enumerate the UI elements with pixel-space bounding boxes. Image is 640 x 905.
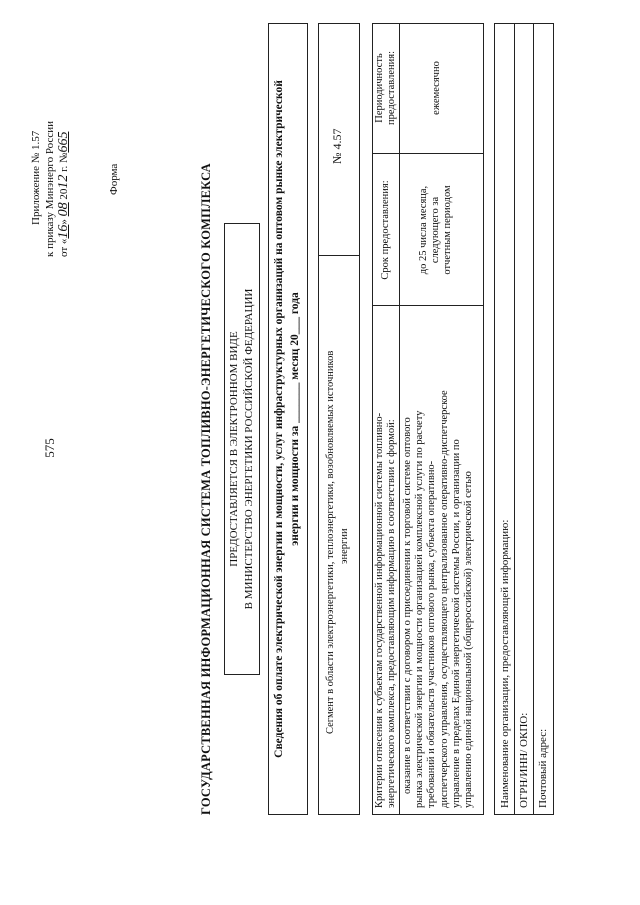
provided-line2: В МИНИСТЕРСТВО ЭНЕРГЕТИКИ РОССИЙСКОЙ ФЕДЕРАЦИИ <box>243 288 255 610</box>
form-label: Форма <box>108 163 120 195</box>
appendix-year: 12 <box>56 174 71 189</box>
main-title: ГОСУДАРСТВЕННАЯ ИНФОРМАЦИОННАЯ СИСТЕМА ТОПЛИВНО-ЭНЕРГЕТИЧЕСКОГО КОМПЛЕКСА <box>199 163 213 815</box>
segment-label-line1: Сегмент в области электроэнергетики, теплоэнергетики, возобновляемых источников <box>325 350 336 734</box>
appendix-line1: Приложение № 1.57 <box>30 130 42 225</box>
appendix-number: 665 <box>56 131 71 153</box>
segment-value: № 4.57 <box>330 128 344 164</box>
deadline-value: до 25 числа месяца, следующего за отчетным периодом <box>418 185 454 275</box>
criteria-body: оказание в соответствии с договором о присоединении к торговой системе оптового рынка электрической энергии и мощности организацией комплексной услуги по расчету требований и обязательств участников оптового рынка, субъекта оперативно- диспетчерского управления, осуществляющего централизованное оперативно-диспетчерское управление в пределах Единой энергетической системы России, и организации по управлению единой национальной (общероссийской) электрической сетью <box>402 390 475 808</box>
org-info-box <box>494 23 554 815</box>
criteria-header: Критерии отнесения к субъектам государственной информационной системы топливно- энергетического комплекса, предоставляющим информацию в соответствии с формой: <box>374 412 398 808</box>
deadline-header: Срок предоставления: <box>380 180 391 280</box>
segment-label-line2: энергии <box>339 528 350 564</box>
appendix-line3: от «16» 08 2012 г. №665 <box>56 131 71 257</box>
segment-box <box>318 23 360 815</box>
appendix-month: 08 <box>56 202 71 217</box>
appendix-day: 16 <box>56 224 71 239</box>
report-title-line2: энергии и мощности за _______ месяц 20___ года <box>289 292 301 546</box>
org-name-label: Наименование организации, предоставляющей информацию: <box>499 519 511 808</box>
appendix-line2: к приказу Минэнерго России <box>44 121 56 257</box>
org-address-label: Почтовый адрес: <box>537 728 549 808</box>
provided-line1: ПРЕДОСТАВЛЯЕТСЯ В ЭЛЕКТРОННОМ ВИДЕ <box>228 331 240 567</box>
criteria-table <box>372 23 484 815</box>
page-number: 575 <box>41 438 57 458</box>
report-title-box <box>268 23 308 815</box>
period-header: Периодичность предоставления: <box>374 51 398 125</box>
org-ogrn-label: ОГРН/ИНН/ ОКПО: <box>518 712 530 808</box>
report-title-line1: Сведения об оплате электрической энергии и мощности, услуг инфраструктурных организаций на оптовом рынке электрической <box>273 80 285 758</box>
provided-box <box>224 223 260 675</box>
period-value: ежемесячно <box>431 61 442 115</box>
